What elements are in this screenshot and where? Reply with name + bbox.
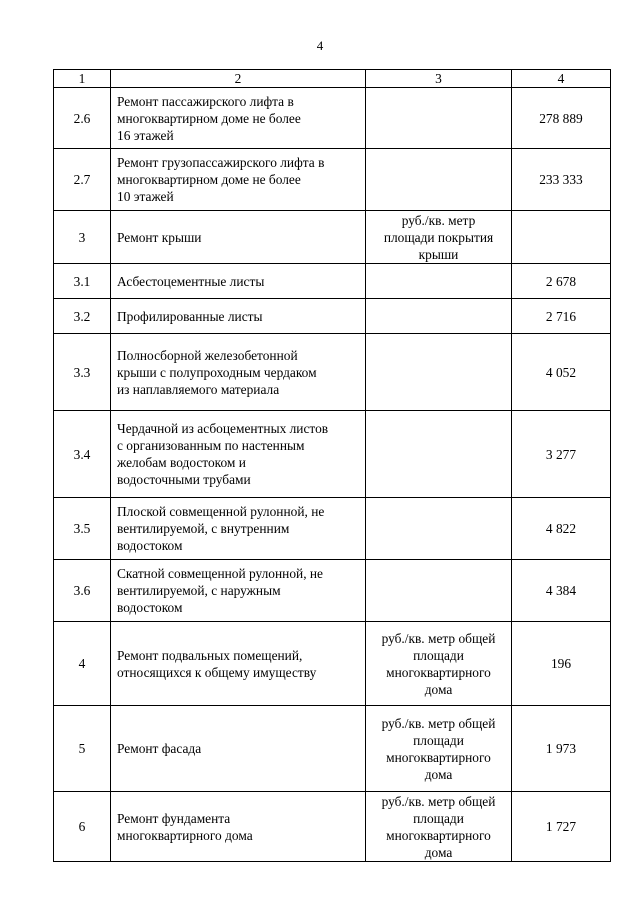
row-value: 4 052 xyxy=(512,334,611,411)
row-value: 196 xyxy=(512,622,611,706)
row-value: 233 333 xyxy=(512,149,611,211)
row-number: 3 xyxy=(54,211,111,264)
table-row xyxy=(54,299,611,334)
row-name xyxy=(111,560,366,622)
row-name-text: Ремонт фасада xyxy=(117,741,202,756)
row-value: 1 727 xyxy=(512,792,611,862)
row-value: 4 822 xyxy=(512,498,611,560)
row-name-text: Чердачной из асбоцементных листов с организованным по настенным желобам водостоком и водосточными трубами xyxy=(117,421,329,487)
row-unit xyxy=(366,411,512,498)
header-col-4: 4 xyxy=(512,70,611,88)
row-name xyxy=(111,264,366,299)
table-row xyxy=(54,149,611,211)
row-value: 4 384 xyxy=(512,560,611,622)
row-unit xyxy=(366,299,512,334)
row-name-text: Ремонт грузопассажирского лифта в многоквартирном доме не более 10 этажей xyxy=(117,155,325,204)
row-name-text: Полносборной железобетонной крыши с полупроходным чердаком из наплавляемого материала xyxy=(117,347,317,397)
row-number: 2.6 xyxy=(54,88,111,149)
row-unit xyxy=(366,334,512,411)
row-name xyxy=(111,299,366,334)
table-row xyxy=(54,264,611,299)
row-number: 4 xyxy=(54,622,111,706)
row-number: 3.5 xyxy=(54,498,111,560)
table-row xyxy=(54,411,611,498)
row-unit xyxy=(366,560,512,622)
table-row xyxy=(54,88,611,149)
row-number: 3.1 xyxy=(54,264,111,299)
row-name xyxy=(111,706,366,792)
row-value: 3 277 xyxy=(512,411,611,498)
row-value: 278 889 xyxy=(512,88,611,149)
table-header-row xyxy=(54,70,611,88)
row-name xyxy=(111,211,366,264)
row-unit-text: руб./кв. метр общей площади многоквартирного дома xyxy=(381,793,496,860)
cost-table xyxy=(53,69,611,862)
row-name xyxy=(111,334,366,411)
row-unit xyxy=(366,792,512,862)
row-unit xyxy=(366,498,512,560)
table-row xyxy=(54,622,611,706)
row-name xyxy=(111,411,366,498)
row-value xyxy=(512,211,611,264)
row-name xyxy=(111,498,366,560)
row-unit xyxy=(366,706,512,792)
page-number: 4 xyxy=(316,38,324,53)
row-name-text: Ремонт крыши xyxy=(117,229,202,245)
row-number: 2.7 xyxy=(54,149,111,211)
row-name-text: Ремонт пассажирского лифта в многоквартирном доме не более 16 этажей xyxy=(117,93,301,143)
row-unit xyxy=(366,622,512,706)
row-number: 3.2 xyxy=(54,299,111,334)
row-number: 6 xyxy=(54,792,111,862)
row-name-text: Плоской совмещенной рулонной, не вентилируемой, с внутренним водостоком xyxy=(117,504,325,553)
row-value: 2 678 xyxy=(512,264,611,299)
row-name xyxy=(111,149,366,211)
row-unit-text: руб./кв. метр общей площади многоквартирного дома xyxy=(381,715,496,782)
row-value: 2 716 xyxy=(512,299,611,334)
row-name-text: Ремонт подвальных помещений, относящихся к общему имуществу xyxy=(117,647,317,680)
row-value: 1 973 xyxy=(512,706,611,792)
header-col-2: 2 xyxy=(111,70,366,88)
table-row xyxy=(54,334,611,411)
row-name xyxy=(111,622,366,706)
row-unit-text: руб./кв. метр общей площади многоквартирного дома xyxy=(381,630,496,697)
table-row xyxy=(54,560,611,622)
row-unit xyxy=(366,211,512,264)
row-unit-text: руб./кв. метр площади покрытия крыши xyxy=(383,212,494,262)
row-name-text: Скатной совмещенной рулонной, не вентилируемой, с наружным водостоком xyxy=(117,566,324,615)
row-number: 3.3 xyxy=(54,334,111,411)
row-unit xyxy=(366,88,512,149)
header-col-3: 3 xyxy=(366,70,512,88)
table-row xyxy=(54,792,611,862)
table-row xyxy=(54,498,611,560)
table-row xyxy=(54,211,611,264)
row-name-text: Асбестоцементные листы xyxy=(117,273,265,289)
row-number: 3.4 xyxy=(54,411,111,498)
row-number: 3.6 xyxy=(54,560,111,622)
row-name-text: Профилированные листы xyxy=(117,308,263,324)
row-name-text: Ремонт фундамента многоквартирного дома xyxy=(117,810,253,843)
table-row xyxy=(54,706,611,792)
row-unit xyxy=(366,264,512,299)
row-unit xyxy=(366,149,512,211)
row-name xyxy=(111,88,366,149)
row-number: 5 xyxy=(54,706,111,792)
row-name xyxy=(111,792,366,862)
header-col-1: 1 xyxy=(54,70,111,88)
